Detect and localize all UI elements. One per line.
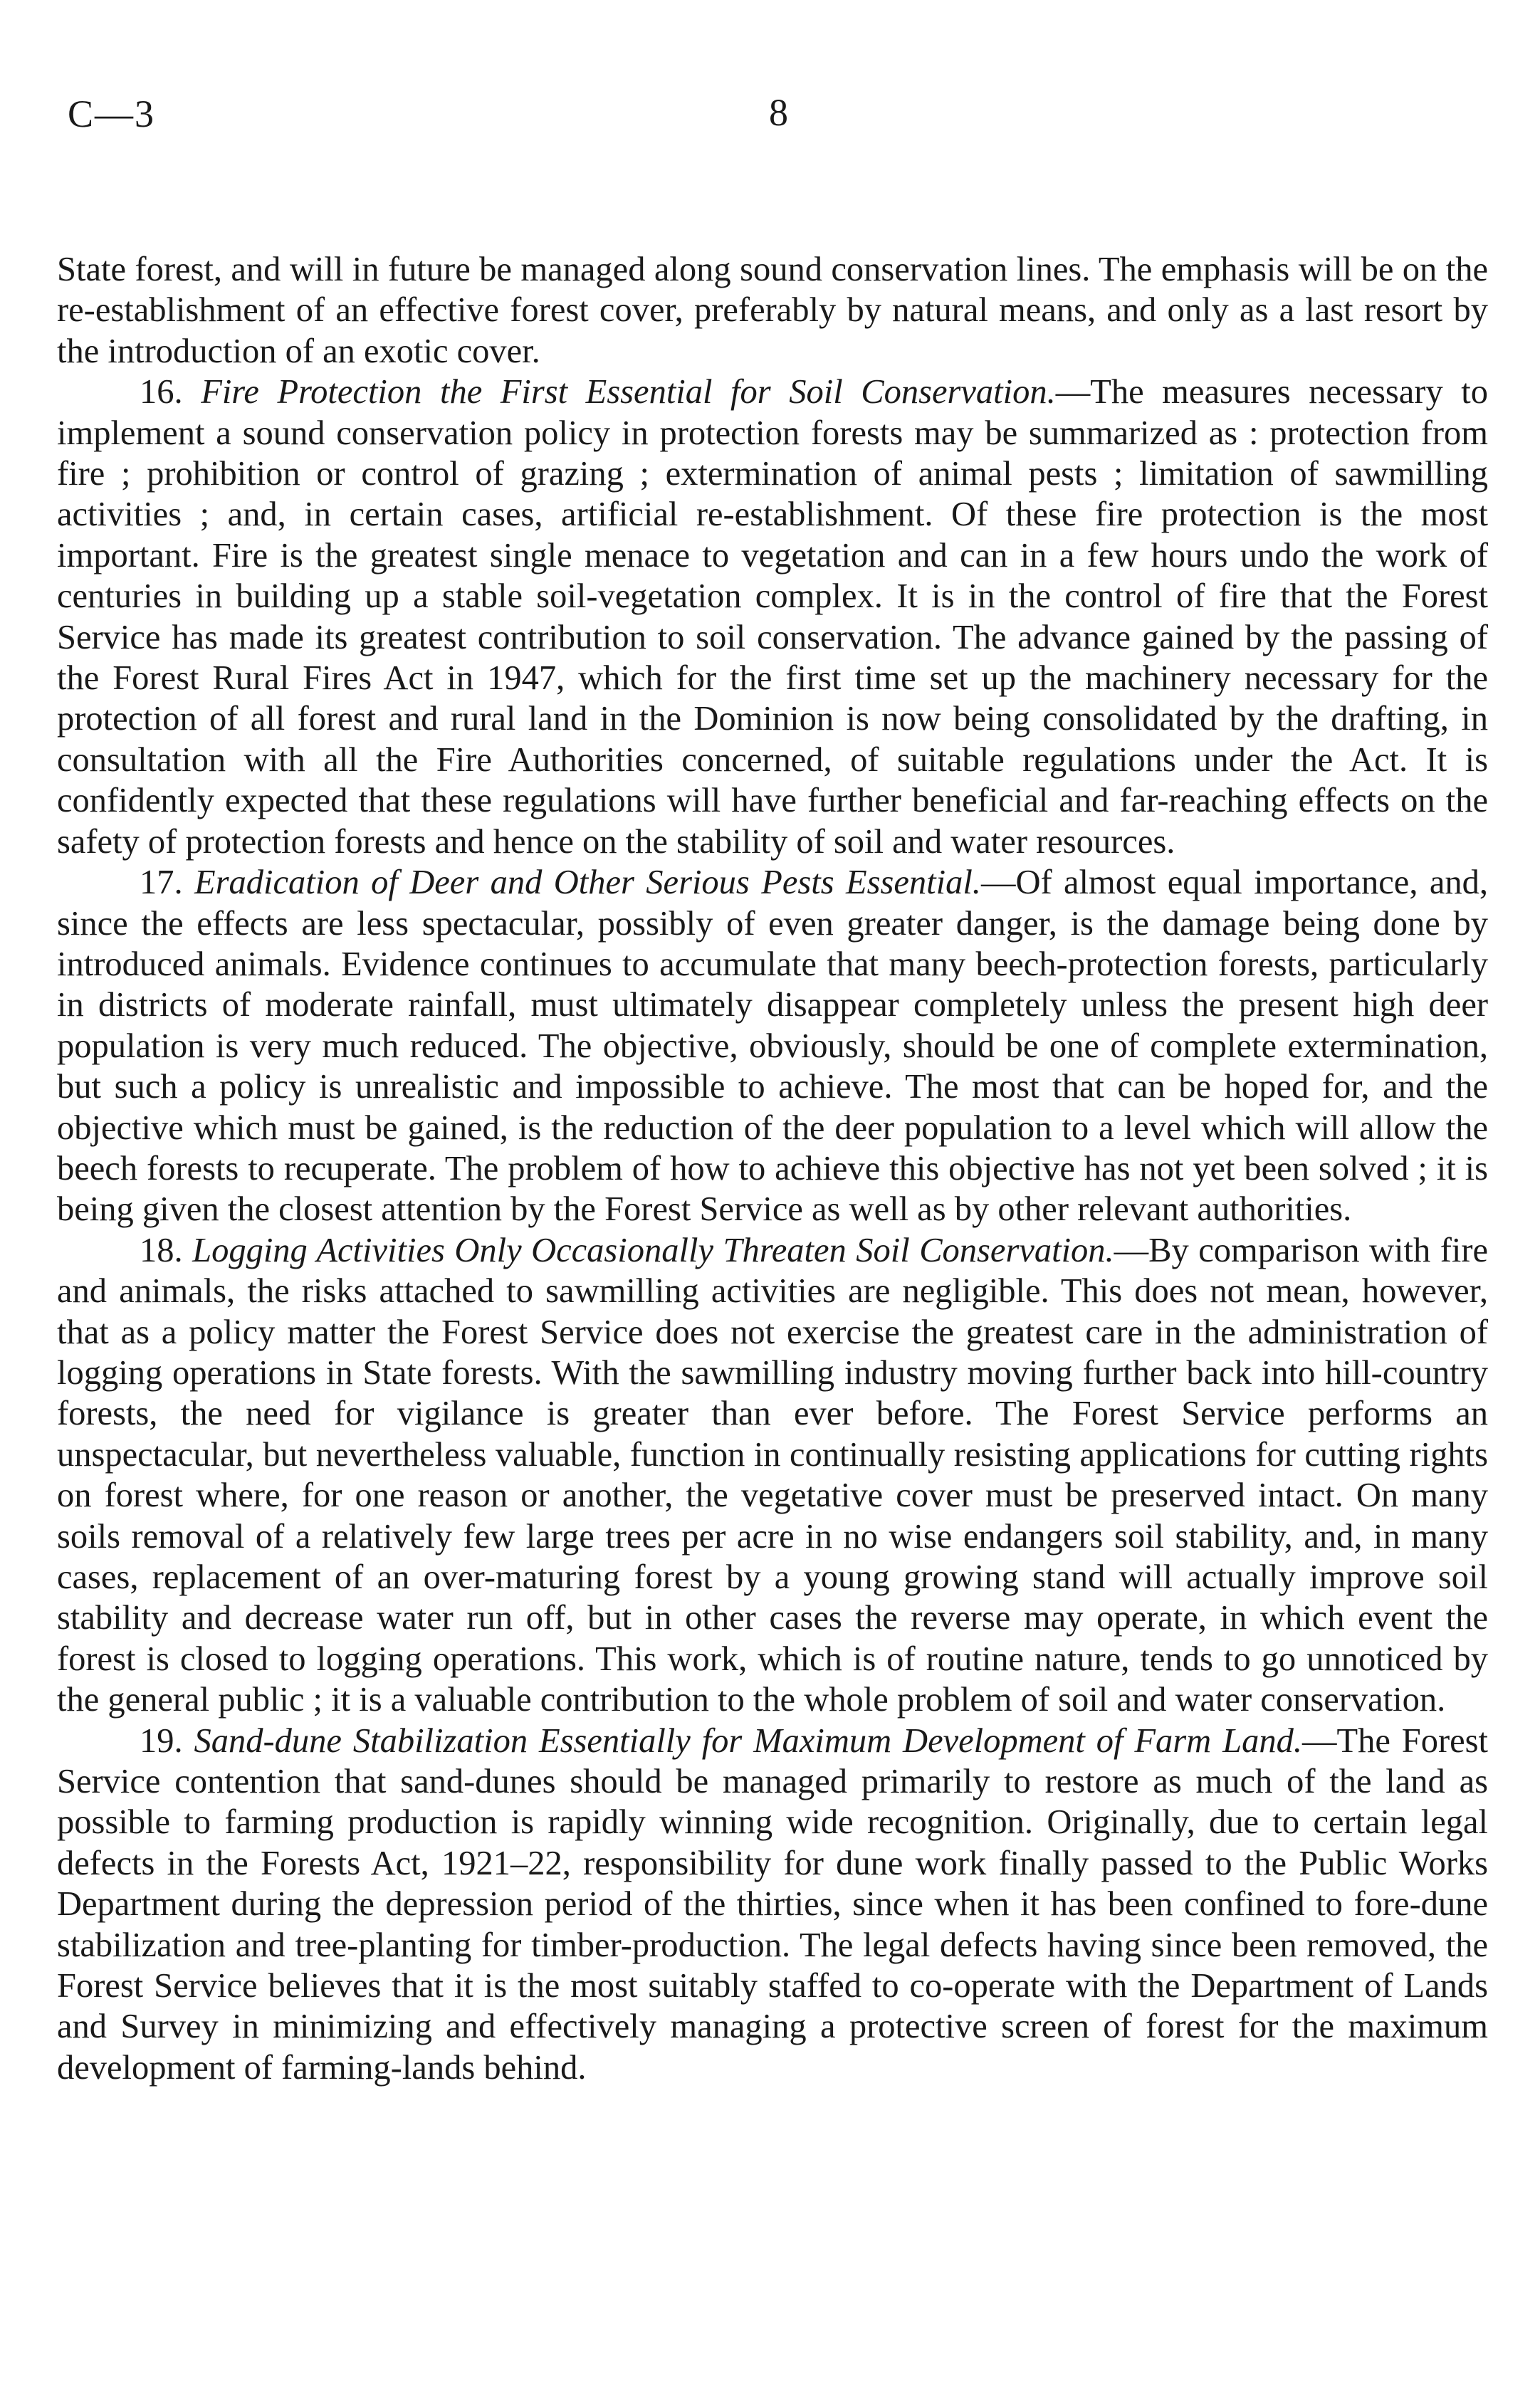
section-18-text: —By comparison with fire and animals, the risks attached to sawmilling activities are negligible. This does not mean, however, that as a policy matter the Forest Service does not exercise the greatest care in the administration of logging operations in State forests. With the sawmilling industry moving further back into hill-country forests, the need for vigilance is greater than ever before. The Forest Service performs an unspectacular, but nevertheless valuable, function in continually resisting applications for cutting rights on forest where, for one reason or another, the vegetative cover must be preserved intact. On many soils removal of a relatively few large trees per acre in no wise endangers soil stability, and, in many cases, replacement of an over-maturing forest by a young growing stand will actually improve soil stability and decrease water run off, but in other cases the reverse may operate, in which event the forest is closed to logging operations. This work, which is of routine nature, tends to go unnoticed by the general public ; it is a valuable contribution to the whole problem of soil and water conservation.: [57, 1231, 1489, 1719]
document-page: [57, 78, 1488, 2088]
section-16-text: —The measures necessary to implement a sound conservation policy in protection forests may be summarized as : protection from fire ; prohibition or control of grazing ; extermination of animal pests ; limitation of sawmilling activities ; and, in certain cases, artificial re-establishment. Of these fire protection is the most important. Fire is the greatest single menace to vegetation and can in a few hours undo the work of centuries in building up a stable soil-vegetation complex. It is in the control of fire that the Forest Service has made its greatest contribution to soil conservation. The advance gained by the passing of the Forest Rural Fires Act in 1947, which for the first time set up the machinery necessary for the protection of all forest and rural land in the Dominion is now being consolidated by the drafting, in consultation with all the Fire Authorities concerned, of suitable regulations under the Act. It is confidently expected that these regulations will have further beneficial and far-reaching effects on the safety of protection forests and hence on the stability of soil and water resources.: [57, 373, 1489, 861]
document-reference: C—3: [68, 93, 156, 135]
body-text: [57, 249, 1488, 2088]
section-19-paragraph: [57, 1721, 1488, 2089]
section-17-text: —Of almost equal importance, and, since the effects are less spectacular, possibly of even greater danger, is the damage being done by introduced animals. Evidence continues to accumulate that many beech-protection forests, particularly in districts of moderate rainfall, must ultimately disappear completely unless the present high deer population is very much reduced. The objective, obviously, should be one of complete extermination, but such a policy is unrealistic and impossible to achieve. The most that can be hoped for, and the objective which must be gained, is the reduction of the deer population to a level which will allow the beech forests to recuperate. The problem of how to achieve this objective has not yet been solved ; it is being given the closest attention by the Forest Service as well as by other relevant authorities.: [57, 864, 1488, 1229]
section-17-paragraph: [57, 862, 1488, 1230]
section-16-paragraph: [57, 372, 1488, 862]
section-19-number: 19.: [140, 1721, 183, 1760]
section-17-heading: Eradication of Deer and Other Serious Pests Essential.: [194, 864, 981, 902]
section-17-number: 17.: [140, 864, 183, 902]
section-18-heading: Logging Activities Only Occasionally Threaten Soil Conservation.: [192, 1231, 1114, 1269]
page-number: 8: [769, 91, 788, 134]
section-18-paragraph: [57, 1230, 1488, 1721]
section-18-number: 18.: [140, 1231, 183, 1269]
page-header: [57, 78, 1488, 142]
section-16-number: 16.: [140, 373, 183, 411]
intro-paragraph: State forest, and will in future be managed along sound conservation lines. The emphasis will be on the re-establishment of an effective forest cover, preferably by natural means, and only as a last resort by the introduction of an exotic cover.: [57, 251, 1488, 370]
section-19-heading: Sand-dune Stabilization Essentially for Maximum Development of Farm Land.: [194, 1721, 1302, 1760]
section-16-heading: Fire Protection the First Essential for Soil Conservation.: [201, 373, 1056, 411]
section-19-text: —The Forest Service contention that sand-dunes should be managed primarily to restore as much of the land as possible to farming production is rapidly winning wide recognition. Originally, due to certain legal defects in the Forests Act, 1921–22, responsibility for dune work finally passed to the Public Works Department during the depression period of the thirties, since when it has been confined to fore-dune stabilization and tree-planting for timber-production. The legal defects having since been removed, the Forest Service believes that it is the most suitably staffed to co-operate with the Department of Lands and Survey in minimizing and effectively managing a protective screen of forest for the maximum development of farming-lands behind.: [57, 1721, 1489, 2087]
